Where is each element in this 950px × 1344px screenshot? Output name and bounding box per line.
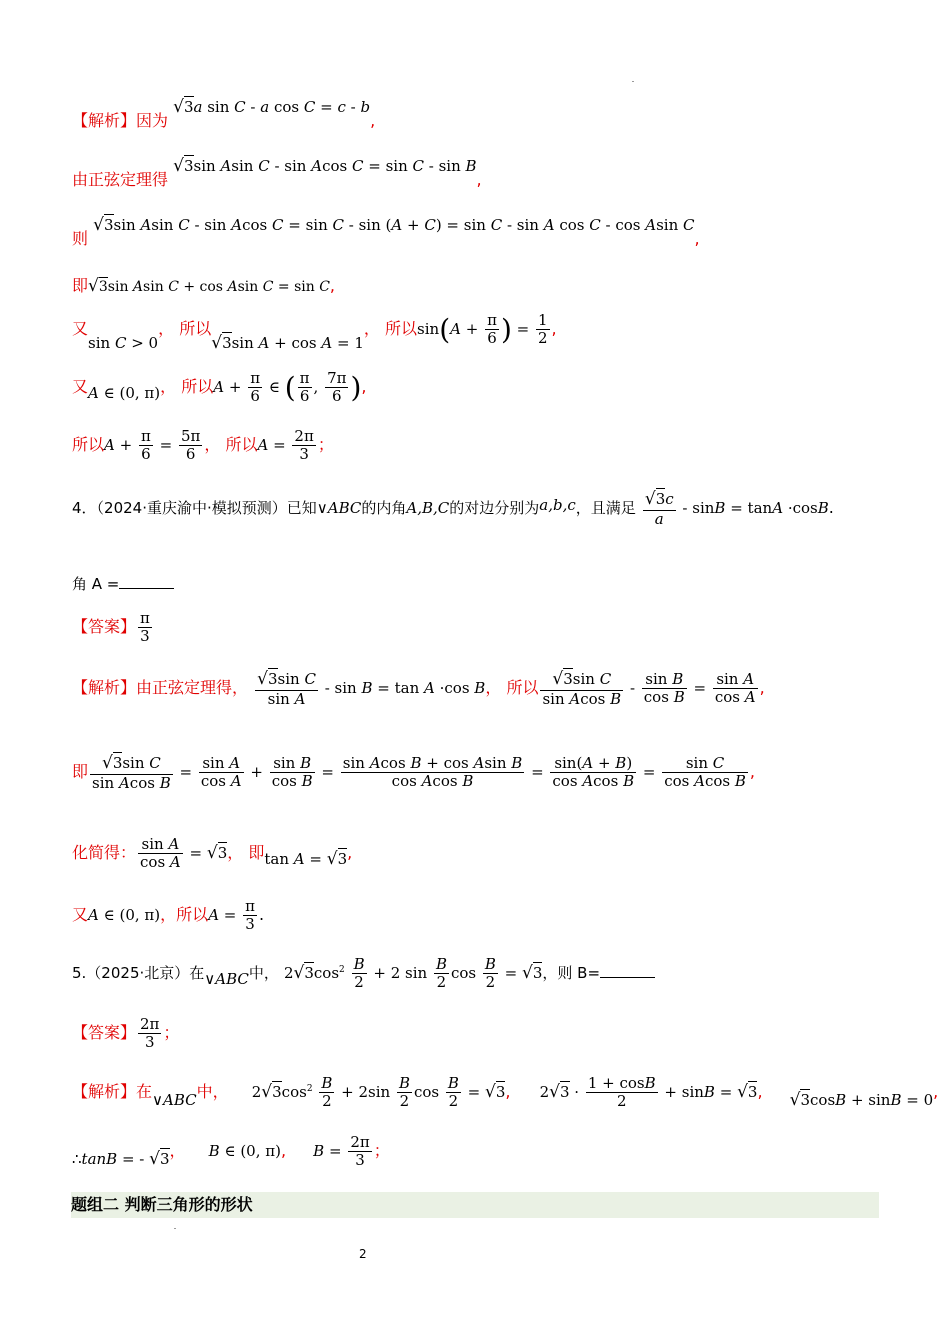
- solution-4-line-2: 即 $\frac{\text{√3sin C}}{\text{sin Acos B}}$ = $\frac{\text{sin A}}{\text{cos A}}$ + $\frac{\text{sin B}}{\text{cos B}}$ = $\frac{\text{sin Acos B + cos Asin B}}{\text{cos Acos B}}$ = $\frac{\sin(A + B)}{\text{cos Acos B}}$ = $\frac{\text{sin C}}{\text{cos Acos B}}$ ,: [72, 753, 755, 792]
- q5-suffix: ，则 B=: [542, 963, 601, 982]
- solution-5-line-1: 【解析】在∨ABC中， $2√3\cos^2$ $\frac{B}{2}$ + 2sin $\frac{B}{2}$ cos $\frac{B}{2}$ = √3, 2√3 · $\frac{1 + \cos B}{2}$ + sinB = √3, √3cosB + sinB = 0,: [72, 1074, 939, 1111]
- answer-5: 【答案】 $\frac{2\pi}{3}$ ；: [72, 1015, 180, 1052]
- suoyi-text: 所以: [385, 318, 418, 338]
- suoyi-text: 所以: [225, 434, 258, 454]
- law-of-sines-text: 由正弦定理得: [72, 170, 169, 189]
- question-4-line2: [72, 576, 174, 592]
- daan-label: 【答案】: [72, 616, 137, 636]
- you-text: 又: [72, 318, 89, 338]
- solution-line-7: 所以A + $\frac{\pi}{6}$ = $\frac{5\pi}{6}$ ， 所以A = $\frac{2\pi}{3}$ ；: [72, 427, 334, 464]
- suoyi-text: 所以: [72, 434, 105, 454]
- solution-5-line-2: ∴tanB = - √3， B ∈ (0, π), B = $\frac{2\pi}{3}$ ；: [72, 1133, 390, 1170]
- yinwei-text: 因为: [136, 111, 169, 130]
- q4-mid3: ，且满足: [575, 498, 636, 517]
- page-number: 2: [359, 1247, 367, 1261]
- q4-mid2: 的对边分别为: [449, 498, 540, 517]
- formula: √3a sin C - a cos C = c - b: [173, 97, 371, 117]
- jiexi-label: 【解析】: [72, 1081, 137, 1101]
- solution-line-3: 则 √3sin Asin C - sin Acos C = sin C - sin (A + C) = sin C - sin A cos C - cos Asin C,: [72, 215, 700, 248]
- ze-text: 则: [72, 229, 89, 248]
- question-4: 4．（2024·重庆渝中·模拟预测）已知∨ABC的内角A,B,C的对边分别为a,b,c，且满足 $\frac{√3c}{a}$ - sinB = tanA ·cosB.: [72, 489, 834, 528]
- question-5: [72, 956, 655, 992]
- suoyi-text: 所以: [176, 904, 209, 924]
- solution-4-line-1: 【解析】由正弦定理得， $\frac{\text{√3sin C}}{\text{sin A}}$ - sin B = tan A ·cos B， 所以 $\frac{\text{√3sin C}}{\text{sin Acos B}}$ - $\frac{\text{sin B}}{\text{cos B}}$ = $\frac{\text{sin A}}{\text{cos A}}$ ,: [72, 669, 765, 708]
- q4-mid: 的内角: [361, 498, 407, 517]
- solution-4-line-3: 化简得： $\frac{\text{sin A}}{\text{cos A}}$ = √3， 即tan A = √3,: [72, 835, 353, 872]
- ji-text: 即: [72, 276, 89, 295]
- therefore-symbol: ∴: [72, 1149, 82, 1168]
- answer-blank: [600, 965, 655, 978]
- decorative-dot: [632, 81, 634, 82]
- q5-prefix: 5.（2025·北京）在: [72, 963, 205, 982]
- zhong-text: 中，: [196, 1081, 229, 1101]
- q5-triangle: ∨ABC: [204, 969, 249, 988]
- formula: √3sin Asin C - sin Acos C = sin C - sin B: [173, 156, 477, 176]
- suoyi-text: 所以: [506, 677, 539, 697]
- answer-blank: [119, 576, 174, 589]
- q5-mid: 中，: [248, 963, 279, 982]
- law-of-sines-text: 由正弦定理得，: [136, 677, 249, 697]
- q4-prefix: 4．（2024·重庆渝中·模拟预测）已知: [72, 498, 317, 517]
- you-text: 又: [72, 376, 89, 396]
- suoyi-text: 所以: [179, 318, 212, 338]
- jiexi-label: 【解析】: [72, 111, 137, 130]
- solution-line-4: 即√3sin Asin C + cos Asin C = sin C,: [72, 276, 336, 296]
- suoyi-text: 所以: [181, 376, 214, 396]
- solution-line-5: 又sin C > 0， 所以√3sin A + cos A = 1， 所以sin(A + $\frac{\pi}{6}$ ) = $\frac{1}{2}$ ,: [72, 311, 557, 353]
- q4-triangle: ∨ABC: [316, 498, 362, 517]
- formula: √3sin Asin C + cos Asin C = sin C: [88, 276, 330, 296]
- q4-sides: a,b,c: [539, 495, 576, 514]
- daan-label: 【答案】: [72, 1022, 137, 1042]
- formula: √3sin Asin C - sin Acos C = sin C - sin (A + C) = sin C - sin A cos C - cos Asin C: [93, 215, 695, 235]
- q5-formula: $2√3\cos^2$ $\frac{B}{2}$ + 2 sin $\frac{B}{2}$ cos $\frac{B}{2}$ = √3: [283, 955, 543, 992]
- solution-4-line-4: 又A ∈ (0, π)，所以A = $\frac{\pi}{3}$ .: [72, 897, 265, 934]
- solution-line-6: 又A ∈ (0, π)， 所以A + $\frac{\pi}{6}$ ∈ ( $\frac{\pi}{6}$ , $\frac{7\pi}{6}$ ),: [72, 369, 367, 406]
- simplify-text: 化简得：: [72, 842, 137, 862]
- q4-angles: A,B,C: [406, 498, 450, 517]
- section-header: 题组二 判断三角形的形状: [71, 1192, 879, 1218]
- solution-line-2: 由正弦定理得 √3sin Asin C - sin Acos C = sin C - sin B,: [72, 156, 482, 189]
- you-text: 又: [72, 904, 89, 924]
- jiexi-label: 【解析】: [72, 677, 137, 697]
- q4-formula: $\frac{√3c}{a}$ - sinB = tanA ·cosB: [644, 489, 829, 528]
- ji-text: 即: [248, 842, 265, 862]
- zai-text: 在: [136, 1081, 153, 1101]
- triangle: ∨ABC: [152, 1090, 197, 1109]
- decorative-dot: [174, 1228, 176, 1229]
- ji-text: 即: [72, 761, 89, 781]
- solution-line-1: 【解析】因为 √3a sin C - a cos C = c - b,: [72, 97, 376, 130]
- answer-4: 【答案】 $\frac{\pi}{3}$: [72, 609, 150, 646]
- q4-angle-label: 角 A =: [72, 575, 120, 593]
